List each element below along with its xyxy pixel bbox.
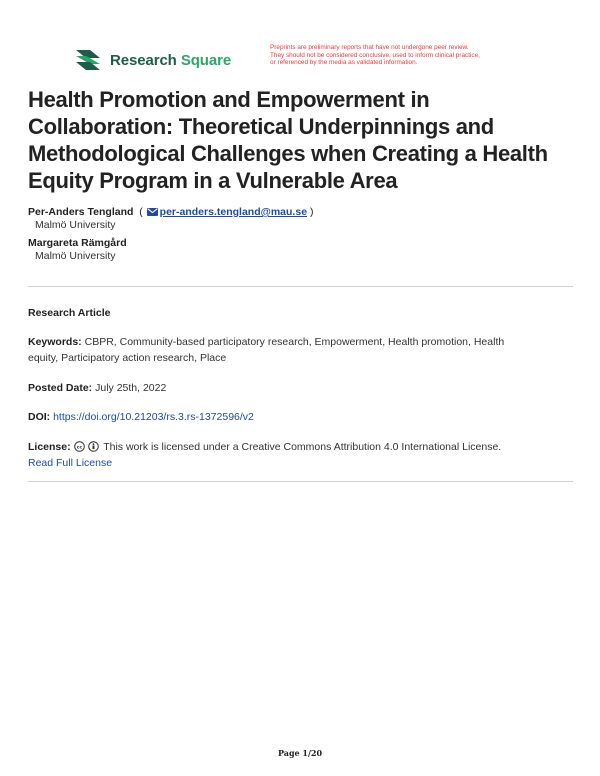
posted-date-label: Posted Date: [28,382,93,394]
preprint-notice-line: or referenced by the media as validated information. [270,59,418,67]
author-name: Per-Anders Tengland [28,206,134,218]
keywords-label: Keywords: [28,336,82,348]
cc-by-icon [88,441,99,452]
cc-icon [74,441,85,452]
posted-date [28,380,573,396]
page-number: Page 1/20 [277,748,323,758]
author-email-link[interactable]: per-anders.tengland@mau.se [159,206,308,218]
author-affiliation: Malmö University [35,219,116,231]
title-line: Methodological Challenges when Creating a Health [28,141,548,166]
preprint-notice [270,44,540,67]
author-name: Margareta Rämgård [28,237,127,249]
author-list [28,206,313,268]
divider [28,286,573,287]
paper-title [28,86,573,194]
research-square-logo-icon [74,48,102,72]
license-label: License: [28,441,71,453]
divider [28,481,573,482]
license [28,439,573,471]
envelope-icon [147,208,158,216]
author-affiliation: Malmö University [35,250,116,262]
research-square-logo[interactable] [74,46,231,74]
keywords-value: equity, Participatory action research, Place [28,352,227,364]
title-line: Collaboration: Theoretical Underpinnings and [28,114,494,139]
author-email: ( per-anders.tengland@mau.se ) [136,206,314,218]
title-line: Equity Program in a Vulnerable Area [28,168,398,193]
posted-date-value: July 25th, 2022 [95,382,167,394]
doi [28,409,573,425]
read-full-license-link[interactable]: Read Full License [28,457,113,469]
doi-label: DOI: [28,411,51,423]
doi-link[interactable]: https://doi.org/10.21203/rs.3.rs-1372596/v2 [53,411,254,423]
svg-text:cc: cc [76,445,82,451]
logo-text: Research Square [110,51,232,69]
preprint-notice-line: Preprints are preliminary reports that have not undergone peer review. [270,44,469,51]
article-type: Research Article [28,307,111,319]
keywords [28,334,573,366]
license-text: This work is licensed under a Creative Commons Attribution 4.0 International License. [103,441,502,453]
keywords-value: CBPR, Community-based participatory research, Empowerment, Health promotion, Health [84,336,505,348]
preprint-notice-line: They should not be considered conclusive, used to inform clinical practice, [270,51,480,59]
title-line: Health Promotion and Empowerment in [28,87,430,112]
author-entry [28,206,313,219]
